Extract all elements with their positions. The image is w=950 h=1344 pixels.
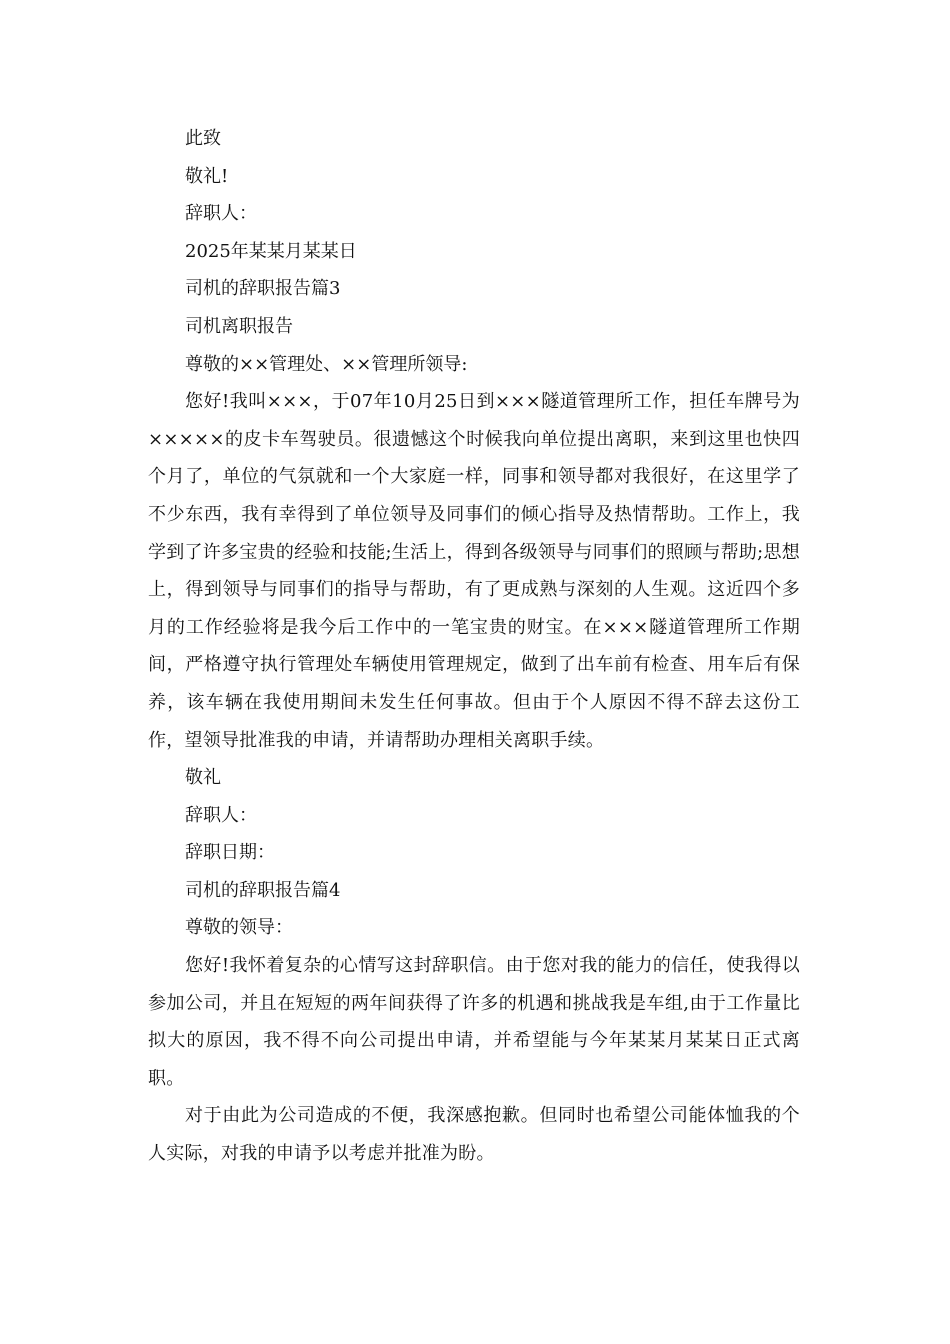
salutation: 尊敬的领导：	[185, 917, 293, 939]
report-title: 司机离职报告	[185, 315, 293, 337]
body-paragraph: 您好!我怀着复杂的心情写这封辞职信。由于您对我的能力的信任，使我得以参加公司，并且在短短的两年间获得了许多的机遇和挑战我是车组,由于工作量比拟大的原因，我不得不向公司提出申请，并希望能与今年某某月某某日正式离职。	[148, 955, 800, 1089]
section-title: 司机的辞职报告篇4	[185, 879, 341, 901]
closing-line: 此致	[185, 128, 221, 149]
salutation: 尊敬的××管理处、××管理所领导:	[185, 353, 468, 375]
closing-salute: 敬礼!	[185, 165, 229, 187]
body-paragraph: 您好!我叫×××，于07年10月25日到×××隧道管理所工作，担任车牌号为×××××的皮卡车驾驶员。很遗憾这个时候我向单位提出离职，来到这里也快四个月了，单位的气氛就和一个大家庭一样，同事和领导都对我很好，在这里学了不少东西，我有幸得到了单位领导及同事们的倾心指导及热情帮助。工作上，我学到了许多宝贵的经验和技能;生活上，得到各级领导与同事们的照顾与帮助;思想上，得到领导与同事们的指导与帮助，有了更成熟与深刻的人生观。这近四个多月的工作经验将是我今后工作中的一笔宝贵的财宝。在×××隧道管理所工作期间，严格遵守执行管理处车辆使用管理规定，做到了出车前有检查、用车后有保养，该车辆在我使用期间未发生任何事故。但由于个人原因不得不辞去这份工作，望领导批准我的申请，并请帮助办理相关离职手续。	[148, 391, 800, 751]
resigner-label: 辞职人：	[185, 804, 257, 826]
document-content	[148, 120, 800, 1173]
resign-date-label: 辞职日期：	[185, 842, 275, 864]
body-paragraph: 对于由此为公司造成的不便，我深感抱歉。但同时也希望公司能体恤我的个人实际，对我的申请予以考虑并批准为盼。	[148, 1105, 800, 1165]
section-title: 司机的辞职报告篇3	[185, 278, 341, 300]
closing-salute: 敬礼	[185, 767, 221, 789]
resigner-label: 辞职人：	[185, 203, 257, 225]
date-line: 2025年某某月某某日	[185, 240, 357, 262]
